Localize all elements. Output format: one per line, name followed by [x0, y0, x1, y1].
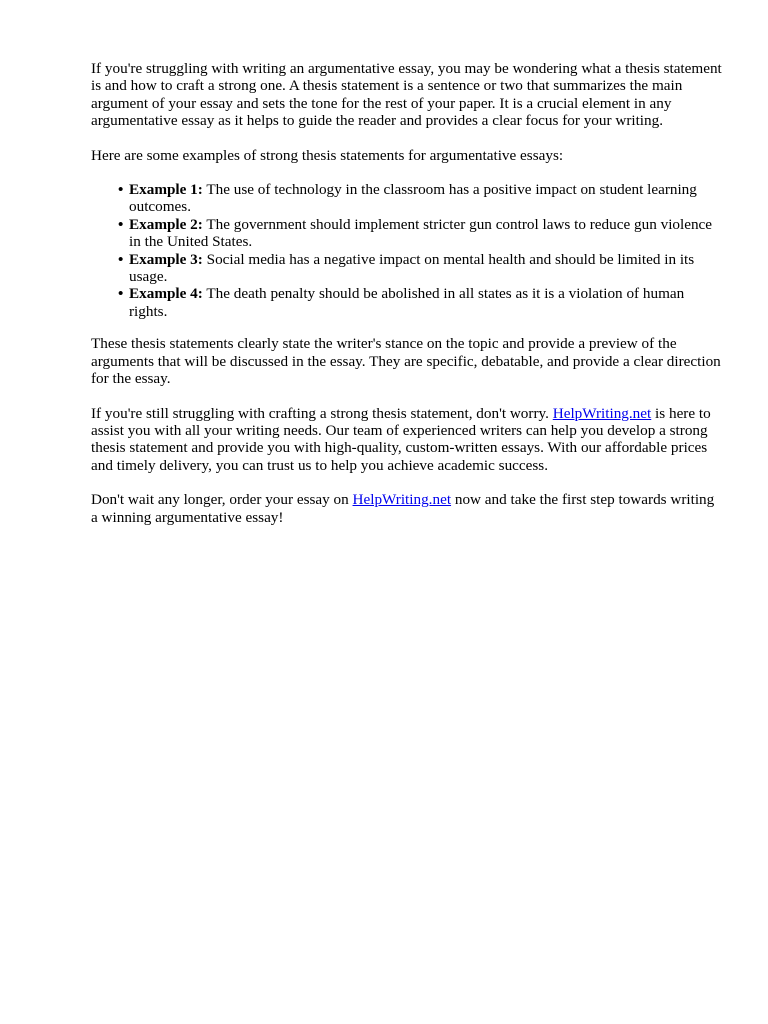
intro-paragraph: If you're struggling with writing an argumentative essay, you may be wondering what a thesis statement is and how to craft a strong one. A thesis statement is a sentence or two that summarizes the main argument of your essay and sets the tone for the rest of your paper. It is a crucial element in any argumentative essay as it helps to guide the reader and provides a clear focus for your writing.: [91, 60, 722, 130]
example-text: The use of technology in the classroom has a positive impact on student learning outcomes.: [129, 181, 697, 216]
list-item-example-4: [118, 285, 723, 320]
list-item-example-2: [118, 215, 723, 251]
example-label: Example 2:: [129, 215, 203, 233]
examples-list: [91, 181, 723, 320]
help-text-before: If you're still struggling with crafting a strong thesis statement, don't worry.: [91, 404, 553, 422]
list-item-example-1: [118, 181, 723, 216]
bullet-icon: •: [118, 250, 124, 268]
list-item-example-3: [118, 250, 723, 286]
closing-text-after: now and take the first step towards writing a winning argumentative essay!: [91, 491, 715, 526]
helpwriting-link[interactable]: HelpWriting.net: [552, 404, 652, 422]
example-text: The death penalty should be abolished in all states as it is a violation of human rights.: [129, 285, 685, 320]
helpwriting-order-link[interactable]: HelpWriting.net: [352, 491, 452, 509]
examples-intro-paragraph: Here are some examples of strong thesis statements for argumentative essays:: [91, 146, 564, 164]
closing-paragraph: [91, 491, 723, 526]
summary-paragraph: These thesis statements clearly state the writer's stance on the topic and provide a preview of the arguments that will be discussed in the essay. They are specific, debatable, and provide a clear direction for the essay.: [91, 335, 721, 388]
example-label: Example 1:: [129, 181, 203, 199]
document-page: [91, 60, 723, 543]
example-label: Example 4:: [129, 285, 203, 303]
help-text-after: is here to assist you with all your writing needs. Our team of experienced writers can help you develop a strong thesis statement and provide you with high-quality, custom-written essays. With our affordable prices and timely delivery, you can trust us to help you achieve academic success.: [91, 404, 711, 474]
bullet-icon: •: [118, 285, 124, 303]
example-text: Social media has a negative impact on mental health and should be limited in its usage.: [129, 250, 695, 286]
closing-text-before: Don't wait any longer, order your essay on: [91, 491, 353, 509]
help-paragraph: [91, 405, 723, 475]
example-label: Example 3:: [129, 250, 203, 268]
bullet-icon: •: [118, 215, 124, 233]
example-text: The government should implement stricter gun control laws to reduce gun violence in the United States.: [129, 215, 713, 251]
bullet-icon: •: [118, 181, 124, 199]
